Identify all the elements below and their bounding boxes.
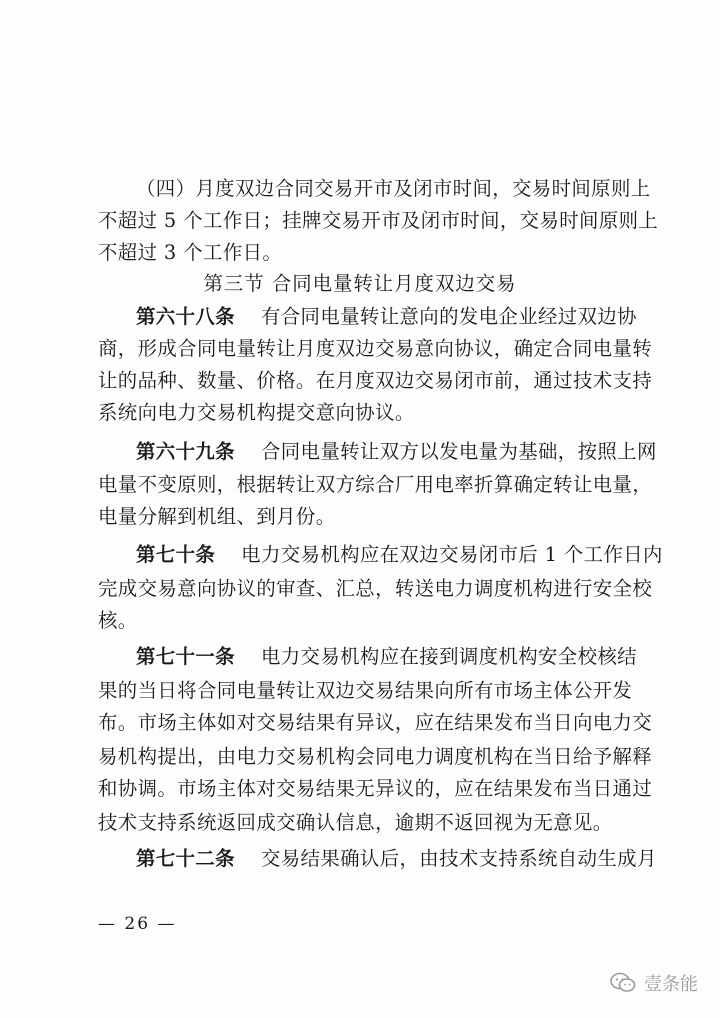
article-text: 电力交易机构应在接到调度机构安全校核结: [260, 645, 637, 668]
paragraph-line: 商，形成合同电量转让月度双边交易意向协议，确定合同电量转: [98, 337, 653, 360]
article-70-first-line: [136, 542, 663, 568]
paragraph-line: 布。市场主体如对交易结果有异议，应在结果发布当日向电力交: [98, 711, 653, 734]
article-text: 合同电量转让双方以发电量为基础，按照上网: [260, 440, 657, 463]
section-heading: 第三节 合同电量转让月度双边交易: [203, 272, 517, 295]
article-69-first-line: [136, 439, 657, 465]
paragraph-line: 核。: [98, 609, 138, 632]
article-text: 交易结果确认后，由技术支持系统自动生成月: [260, 847, 657, 870]
article-label: 第七十条: [136, 543, 216, 566]
watermark-text: 壹条能: [644, 974, 698, 995]
paragraph-line: 系统向电力交易机构提交意向协议。: [98, 401, 415, 424]
paragraph-line: （四）月度双边合同交易开市及闭市时间，交易时间原则上: [136, 177, 651, 200]
article-72-first-line: [136, 846, 657, 872]
paragraph-line: 完成交易意向协议的审查、汇总，转送电力调度机构进行安全校: [98, 577, 653, 600]
paragraph-line: 果的当日将合同电量转让双边交易结果向所有市场主体公开发: [98, 679, 633, 702]
article-text: 有合同电量转让意向的发电企业经过双边协: [260, 305, 637, 328]
article-label: 第六十九条: [136, 440, 235, 463]
paragraph-line: 让的品种、数量、价格。在月度双边交易闭市前，通过技术支持: [98, 369, 653, 392]
paragraph-line: 和协调。市场主体对交易结果无异议的，应在结果发布当日通过: [98, 777, 653, 800]
paragraph-line: 不超过 3 个工作日。: [98, 241, 283, 264]
watermark: [610, 970, 698, 996]
article-68-first-line: [136, 304, 637, 330]
article-71-first-line: [136, 644, 637, 670]
article-label: 第六十八条: [136, 305, 235, 328]
page-number: — 26 —: [98, 914, 177, 934]
wechat-icon: [610, 972, 636, 994]
paragraph-line: 电量分解到机组、到月份。: [98, 505, 336, 528]
article-label: 第七十二条: [136, 847, 235, 870]
paragraph-line: 不超过 5 个工作日；挂牌交易开市及闭市时间，交易时间原则上: [98, 209, 659, 232]
article-label: 第七十一条: [136, 645, 235, 668]
paragraph-line: 易机构提出，由电力交易机构会同电力调度机构在当日给予解释: [98, 745, 653, 768]
article-text: 电力交易机构应在双边交易闭市后 1 个工作日内: [241, 543, 663, 566]
paragraph-line: 电量不变原则，根据转让双方综合厂用电率折算确定转让电量，: [98, 473, 653, 496]
paragraph-line: 技术支持系统返回成交确认信息，逾期不返回视为无意见。: [98, 811, 613, 834]
